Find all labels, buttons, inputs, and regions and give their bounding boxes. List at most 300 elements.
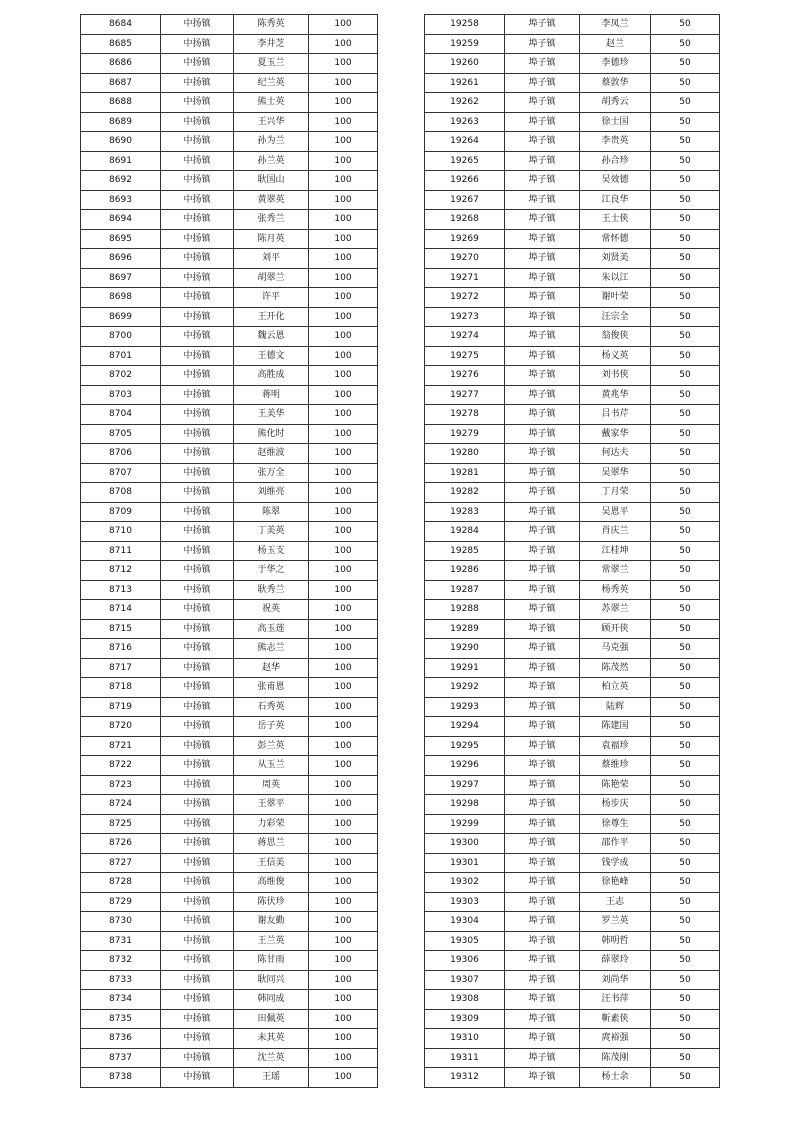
amount-cell: 50: [651, 970, 720, 990]
table-row: [81, 288, 378, 308]
amount-cell: 50: [651, 795, 720, 815]
town-cell: 埠子镇: [505, 775, 580, 795]
amount-cell: 50: [651, 1029, 720, 1049]
name-cell: 谢叶荣: [580, 288, 651, 308]
row-number-cell: 19292: [425, 678, 505, 698]
amount-cell: 100: [309, 346, 378, 366]
town-cell: 中扬镇: [161, 171, 234, 191]
name-cell: 胡翠兰: [234, 268, 309, 288]
table-row: [425, 990, 720, 1010]
amount-cell: 100: [309, 541, 378, 561]
row-number-cell: 19277: [425, 385, 505, 405]
name-cell: 王兰英: [234, 931, 309, 951]
table-row: [81, 93, 378, 113]
amount-cell: 50: [651, 678, 720, 698]
town-cell: 中扬镇: [161, 1048, 234, 1068]
amount-cell: 100: [309, 522, 378, 542]
amount-cell: 50: [651, 912, 720, 932]
row-number-cell: 19268: [425, 210, 505, 230]
town-cell: 中扬镇: [161, 678, 234, 698]
table-row: [425, 112, 720, 132]
name-cell: 杨步庆: [580, 795, 651, 815]
row-number-cell: 19258: [425, 15, 505, 35]
name-cell: 胡秀云: [580, 93, 651, 113]
amount-cell: 50: [651, 697, 720, 717]
row-number-cell: 19299: [425, 814, 505, 834]
row-number-cell: 19288: [425, 600, 505, 620]
town-cell: 中扬镇: [161, 288, 234, 308]
table-row: [81, 873, 378, 893]
amount-cell: 100: [309, 93, 378, 113]
town-cell: 埠子镇: [505, 93, 580, 113]
town-cell: 中扬镇: [161, 834, 234, 854]
table-row: [425, 424, 720, 444]
table-row: [425, 444, 720, 464]
amount-cell: 50: [651, 892, 720, 912]
name-cell: 未其英: [234, 1029, 309, 1049]
amount-cell: 50: [651, 736, 720, 756]
name-cell: 张万全: [234, 463, 309, 483]
row-number-cell: 8730: [81, 912, 161, 932]
table-row: [81, 678, 378, 698]
name-cell: 耿秀兰: [234, 580, 309, 600]
name-cell: 汪书萍: [580, 990, 651, 1010]
town-cell: 埠子镇: [505, 1009, 580, 1029]
table-row: [425, 873, 720, 893]
name-cell: 丁月荣: [580, 483, 651, 503]
table-row: [81, 795, 378, 815]
table-row: [81, 912, 378, 932]
table-row: [81, 775, 378, 795]
table-row: [425, 970, 720, 990]
row-number-cell: 19274: [425, 327, 505, 347]
row-number-cell: 8724: [81, 795, 161, 815]
table-row: [425, 327, 720, 347]
amount-cell: 100: [309, 834, 378, 854]
amount-cell: 100: [309, 502, 378, 522]
amount-cell: 50: [651, 990, 720, 1010]
town-cell: 中扬镇: [161, 541, 234, 561]
amount-cell: 50: [651, 619, 720, 639]
name-cell: 陈伏珍: [234, 892, 309, 912]
table-row: [425, 795, 720, 815]
amount-cell: 100: [309, 717, 378, 737]
name-cell: 高维俊: [234, 873, 309, 893]
row-number-cell: 19297: [425, 775, 505, 795]
name-cell: 蔡维珍: [580, 756, 651, 776]
name-cell: 熊士英: [234, 93, 309, 113]
row-number-cell: 8697: [81, 268, 161, 288]
row-number-cell: 19304: [425, 912, 505, 932]
table-row: [81, 327, 378, 347]
row-number-cell: 8706: [81, 444, 161, 464]
name-cell: 高胜成: [234, 366, 309, 386]
row-number-cell: 19265: [425, 151, 505, 171]
amount-cell: 100: [309, 600, 378, 620]
table-row: [81, 853, 378, 873]
name-cell: 陈月英: [234, 229, 309, 249]
town-cell: 中扬镇: [161, 580, 234, 600]
table-row: [425, 931, 720, 951]
table-row: [425, 366, 720, 386]
table-row: [425, 522, 720, 542]
name-cell: 吴恩平: [580, 502, 651, 522]
row-number-cell: 19298: [425, 795, 505, 815]
table-row: [81, 639, 378, 659]
name-cell: 杨义英: [580, 346, 651, 366]
table-row: [81, 522, 378, 542]
left-roster-table: [80, 14, 378, 1088]
row-number-cell: 8692: [81, 171, 161, 191]
name-cell: 于华之: [234, 561, 309, 581]
row-number-cell: 8719: [81, 697, 161, 717]
town-cell: 埠子镇: [505, 678, 580, 698]
row-number-cell: 8710: [81, 522, 161, 542]
amount-cell: 100: [309, 619, 378, 639]
name-cell: 苏翠兰: [580, 600, 651, 620]
town-cell: 中扬镇: [161, 463, 234, 483]
amount-cell: 50: [651, 834, 720, 854]
town-cell: 中扬镇: [161, 483, 234, 503]
town-cell: 中扬镇: [161, 1068, 234, 1088]
amount-cell: 50: [651, 1048, 720, 1068]
town-cell: 中扬镇: [161, 15, 234, 35]
table-row: [425, 210, 720, 230]
row-number-cell: 8720: [81, 717, 161, 737]
row-number-cell: 8693: [81, 190, 161, 210]
row-number-cell: 8713: [81, 580, 161, 600]
table-row: [81, 249, 378, 269]
town-cell: 中扬镇: [161, 697, 234, 717]
amount-cell: 50: [651, 34, 720, 54]
row-number-cell: 19263: [425, 112, 505, 132]
name-cell: 马克强: [580, 639, 651, 659]
row-number-cell: 19266: [425, 171, 505, 191]
row-number-cell: 8733: [81, 970, 161, 990]
amount-cell: 100: [309, 892, 378, 912]
name-cell: 孙兰英: [234, 151, 309, 171]
town-cell: 埠子镇: [505, 736, 580, 756]
town-cell: 中扬镇: [161, 619, 234, 639]
table-row: [81, 307, 378, 327]
town-cell: 中扬镇: [161, 561, 234, 581]
name-cell: 陈建国: [580, 717, 651, 737]
town-cell: 中扬镇: [161, 210, 234, 230]
town-cell: 埠子镇: [505, 288, 580, 308]
row-number-cell: 8726: [81, 834, 161, 854]
table-row: [81, 366, 378, 386]
table-row: [81, 444, 378, 464]
table-row: [81, 151, 378, 171]
name-cell: 夏玉兰: [234, 54, 309, 74]
row-number-cell: 8709: [81, 502, 161, 522]
name-cell: 王开化: [234, 307, 309, 327]
table-row: [425, 541, 720, 561]
row-number-cell: 19270: [425, 249, 505, 269]
town-cell: 埠子镇: [505, 931, 580, 951]
row-number-cell: 8690: [81, 132, 161, 152]
town-cell: 埠子镇: [505, 15, 580, 35]
name-cell: 陈秀英: [234, 15, 309, 35]
amount-cell: 50: [651, 424, 720, 444]
table-row: [425, 697, 720, 717]
amount-cell: 100: [309, 931, 378, 951]
amount-cell: 50: [651, 385, 720, 405]
town-cell: 埠子镇: [505, 307, 580, 327]
row-number-cell: 8723: [81, 775, 161, 795]
amount-cell: 50: [651, 1068, 720, 1088]
table-row: [81, 463, 378, 483]
amount-cell: 50: [651, 444, 720, 464]
town-cell: 中扬镇: [161, 775, 234, 795]
town-cell: 埠子镇: [505, 502, 580, 522]
row-number-cell: 19300: [425, 834, 505, 854]
table-row: [425, 34, 720, 54]
town-cell: 中扬镇: [161, 112, 234, 132]
amount-cell: 100: [309, 1029, 378, 1049]
table-row: [81, 717, 378, 737]
amount-cell: 100: [309, 951, 378, 971]
name-cell: 蒋思兰: [234, 834, 309, 854]
amount-cell: 50: [651, 190, 720, 210]
table-row: [81, 73, 378, 93]
row-number-cell: 8727: [81, 853, 161, 873]
town-cell: 中扬镇: [161, 229, 234, 249]
row-number-cell: 19275: [425, 346, 505, 366]
row-number-cell: 8700: [81, 327, 161, 347]
row-number-cell: 8698: [81, 288, 161, 308]
row-number-cell: 19312: [425, 1068, 505, 1088]
table-row: [425, 561, 720, 581]
row-number-cell: 19259: [425, 34, 505, 54]
town-cell: 中扬镇: [161, 736, 234, 756]
amount-cell: 100: [309, 288, 378, 308]
table-row: [425, 151, 720, 171]
name-cell: 李贵英: [580, 132, 651, 152]
amount-cell: 50: [651, 717, 720, 737]
amount-cell: 100: [309, 424, 378, 444]
table-row: [81, 385, 378, 405]
town-cell: 中扬镇: [161, 405, 234, 425]
town-cell: 中扬镇: [161, 307, 234, 327]
table-row: [425, 912, 720, 932]
town-cell: 中扬镇: [161, 522, 234, 542]
table-row: [81, 210, 378, 230]
name-cell: 何达夫: [580, 444, 651, 464]
table-row: [425, 1048, 720, 1068]
amount-cell: 100: [309, 73, 378, 93]
row-number-cell: 19260: [425, 54, 505, 74]
town-cell: 中扬镇: [161, 93, 234, 113]
town-cell: 埠子镇: [505, 639, 580, 659]
town-cell: 埠子镇: [505, 249, 580, 269]
amount-cell: 100: [309, 990, 378, 1010]
table-row: [425, 171, 720, 191]
amount-cell: 50: [651, 639, 720, 659]
name-cell: 熊化时: [234, 424, 309, 444]
name-cell: 李德珍: [580, 54, 651, 74]
table-row: [81, 15, 378, 35]
row-number-cell: 8717: [81, 658, 161, 678]
town-cell: 埠子镇: [505, 210, 580, 230]
name-cell: 韩同成: [234, 990, 309, 1010]
town-cell: 中扬镇: [161, 190, 234, 210]
table-row: [81, 736, 378, 756]
name-cell: 祝英: [234, 600, 309, 620]
name-cell: 刘维亮: [234, 483, 309, 503]
table-row: [81, 756, 378, 776]
amount-cell: 100: [309, 249, 378, 269]
town-cell: 中扬镇: [161, 54, 234, 74]
amount-cell: 50: [651, 873, 720, 893]
town-cell: 埠子镇: [505, 600, 580, 620]
name-cell: 陈翠: [234, 502, 309, 522]
town-cell: 中扬镇: [161, 132, 234, 152]
town-cell: 埠子镇: [505, 424, 580, 444]
amount-cell: 50: [651, 931, 720, 951]
amount-cell: 50: [651, 658, 720, 678]
town-cell: 中扬镇: [161, 73, 234, 93]
town-cell: 中扬镇: [161, 951, 234, 971]
town-cell: 埠子镇: [505, 34, 580, 54]
row-number-cell: 8721: [81, 736, 161, 756]
name-cell: 王士侠: [580, 210, 651, 230]
amount-cell: 50: [651, 93, 720, 113]
row-number-cell: 8705: [81, 424, 161, 444]
row-number-cell: 19303: [425, 892, 505, 912]
row-number-cell: 8707: [81, 463, 161, 483]
row-number-cell: 19286: [425, 561, 505, 581]
amount-cell: 50: [651, 171, 720, 191]
table-row: [81, 1009, 378, 1029]
town-cell: 中扬镇: [161, 327, 234, 347]
row-number-cell: 8725: [81, 814, 161, 834]
name-cell: 杨士余: [580, 1068, 651, 1088]
name-cell: 许平: [234, 288, 309, 308]
name-cell: 孙合珍: [580, 151, 651, 171]
town-cell: 埠子镇: [505, 541, 580, 561]
name-cell: 沈兰英: [234, 1048, 309, 1068]
row-number-cell: 19271: [425, 268, 505, 288]
row-number-cell: 19272: [425, 288, 505, 308]
table-row: [425, 54, 720, 74]
amount-cell: 100: [309, 483, 378, 503]
table-row: [81, 346, 378, 366]
amount-cell: 100: [309, 814, 378, 834]
table-row: [81, 814, 378, 834]
name-cell: 黄兆华: [580, 385, 651, 405]
amount-cell: 100: [309, 327, 378, 347]
row-number-cell: 8684: [81, 15, 161, 35]
amount-cell: 100: [309, 970, 378, 990]
row-number-cell: 19279: [425, 424, 505, 444]
table-row: [81, 34, 378, 54]
town-cell: 埠子镇: [505, 327, 580, 347]
town-cell: 埠子镇: [505, 658, 580, 678]
amount-cell: 50: [651, 580, 720, 600]
amount-cell: 50: [651, 54, 720, 74]
amount-cell: 100: [309, 795, 378, 815]
table-row: [81, 405, 378, 425]
name-cell: 徐艳峰: [580, 873, 651, 893]
name-cell: 顾开侠: [580, 619, 651, 639]
amount-cell: 50: [651, 210, 720, 230]
town-cell: 中扬镇: [161, 502, 234, 522]
name-cell: 王兴华: [234, 112, 309, 132]
row-number-cell: 8714: [81, 600, 161, 620]
table-row: [425, 405, 720, 425]
table-row: [81, 951, 378, 971]
row-number-cell: 8732: [81, 951, 161, 971]
amount-cell: 50: [651, 366, 720, 386]
name-cell: 薛翠玲: [580, 951, 651, 971]
row-number-cell: 19283: [425, 502, 505, 522]
row-number-cell: 8736: [81, 1029, 161, 1049]
row-number-cell: 8694: [81, 210, 161, 230]
table-row: [425, 346, 720, 366]
name-cell: 杨秀英: [580, 580, 651, 600]
name-cell: 刘尚华: [580, 970, 651, 990]
name-cell: 翁俊侠: [580, 327, 651, 347]
table-row: [81, 268, 378, 288]
table-row: [81, 502, 378, 522]
table-row: [425, 600, 720, 620]
name-cell: 王德文: [234, 346, 309, 366]
amount-cell: 100: [309, 561, 378, 581]
table-row: [425, 775, 720, 795]
amount-cell: 100: [309, 678, 378, 698]
row-number-cell: 19264: [425, 132, 505, 152]
name-cell: 陆辉: [580, 697, 651, 717]
row-number-cell: 8708: [81, 483, 161, 503]
table-row: [425, 814, 720, 834]
amount-cell: 100: [309, 697, 378, 717]
amount-cell: 100: [309, 580, 378, 600]
name-cell: 彭兰英: [234, 736, 309, 756]
row-number-cell: 19310: [425, 1029, 505, 1049]
town-cell: 中扬镇: [161, 931, 234, 951]
town-cell: 中扬镇: [161, 1029, 234, 1049]
name-cell: 蒋明: [234, 385, 309, 405]
name-cell: 陈茂刚: [580, 1048, 651, 1068]
name-cell: 韩明哲: [580, 931, 651, 951]
name-cell: 从玉兰: [234, 756, 309, 776]
table-row: [81, 931, 378, 951]
name-cell: 耿国山: [234, 171, 309, 191]
name-cell: 钱学成: [580, 853, 651, 873]
town-cell: 埠子镇: [505, 580, 580, 600]
row-number-cell: 19289: [425, 619, 505, 639]
amount-cell: 50: [651, 756, 720, 776]
table-row: [425, 853, 720, 873]
town-cell: 埠子镇: [505, 795, 580, 815]
table-row: [425, 288, 720, 308]
town-cell: 中扬镇: [161, 658, 234, 678]
table-row: [425, 307, 720, 327]
name-cell: 吕书芹: [580, 405, 651, 425]
amount-cell: 50: [651, 853, 720, 873]
name-cell: 赵兰: [580, 34, 651, 54]
name-cell: 王美华: [234, 405, 309, 425]
name-cell: 耿同兴: [234, 970, 309, 990]
town-cell: 埠子镇: [505, 73, 580, 93]
name-cell: 汪宗全: [580, 307, 651, 327]
table-row: [425, 1029, 720, 1049]
amount-cell: 100: [309, 54, 378, 74]
amount-cell: 50: [651, 268, 720, 288]
row-number-cell: 19311: [425, 1048, 505, 1068]
row-number-cell: 19281: [425, 463, 505, 483]
